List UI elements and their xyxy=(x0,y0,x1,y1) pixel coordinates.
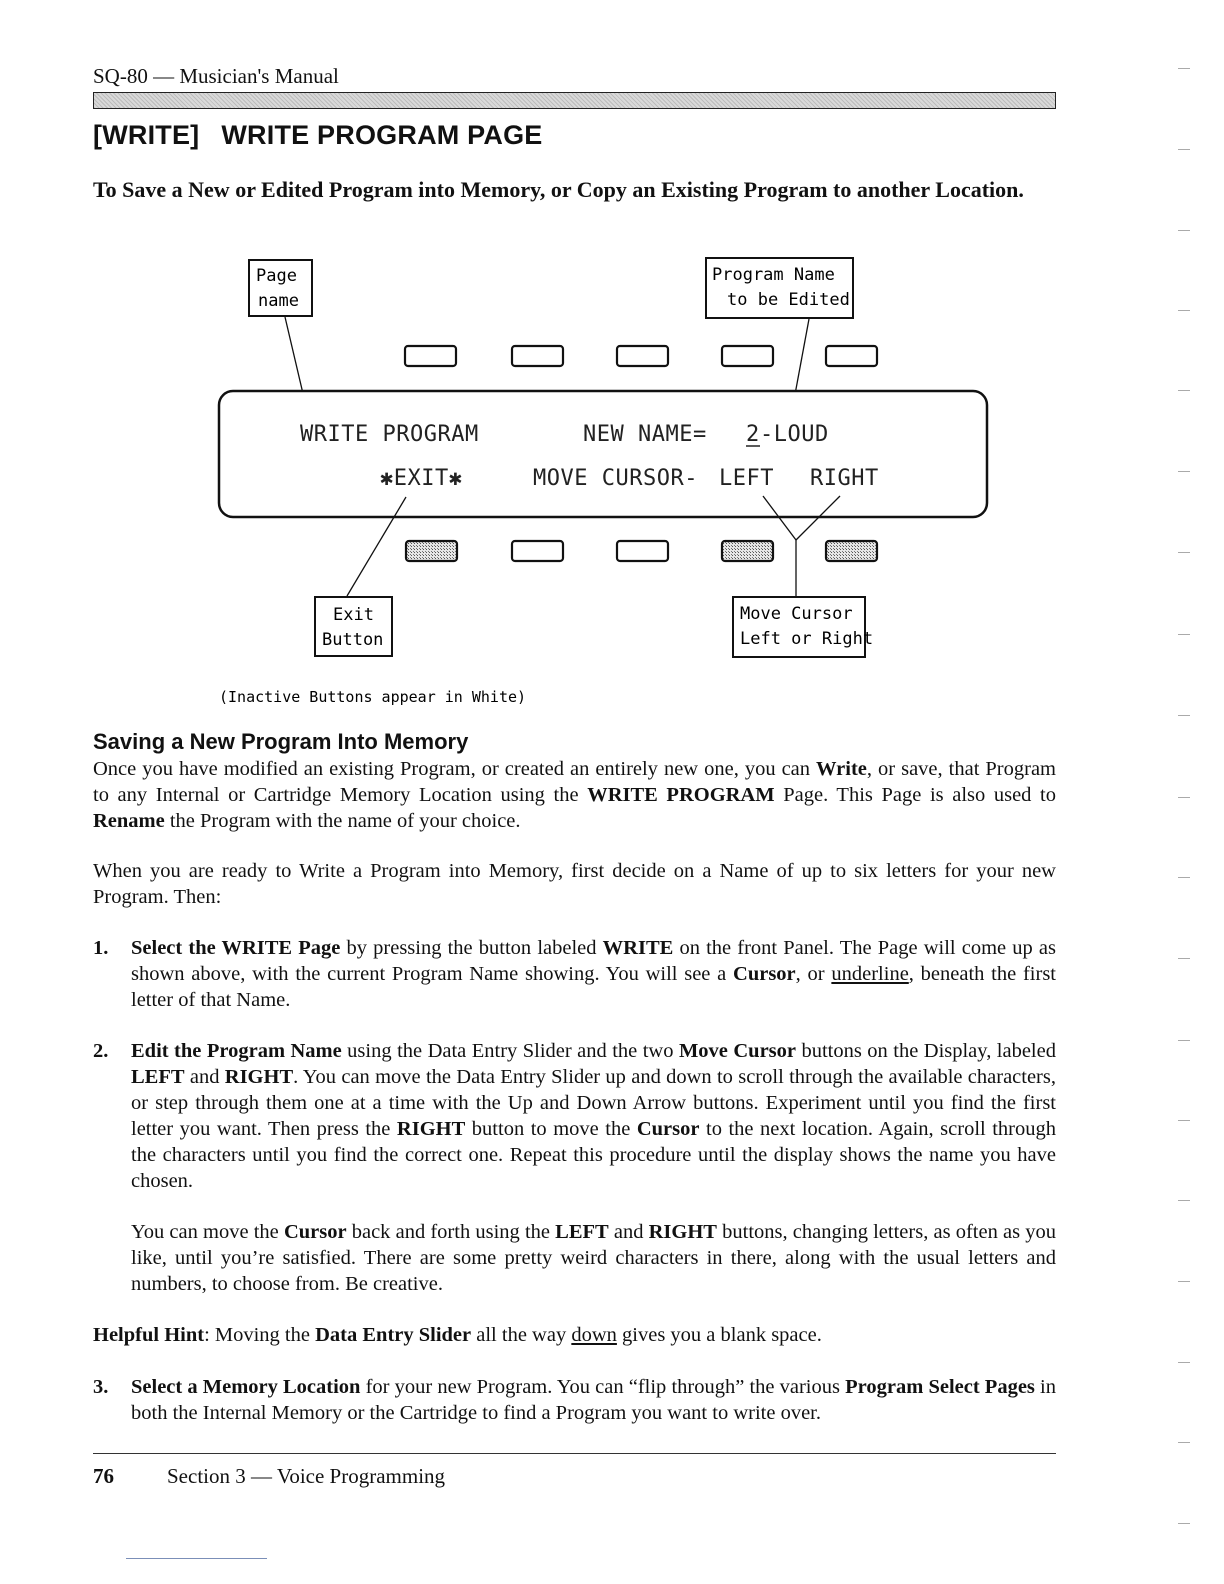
scan-edge-mark xyxy=(1178,230,1190,231)
soft-button-top-4[interactable] xyxy=(722,346,773,366)
display-exit: ✱EXIT✱ xyxy=(380,466,463,491)
display-left: LEFT xyxy=(719,466,774,491)
page-subtitle: To Save a New or Edited Program into Memory, or Copy an Existing Program to another Location. xyxy=(93,177,1024,202)
scan-edge-mark xyxy=(1178,68,1190,69)
soft-button-top-2[interactable] xyxy=(512,346,563,366)
display-move-cursor: MOVE CURSOR- xyxy=(533,466,698,491)
when-ready-paragraph: When you are ready to Write a Program into Memory, first decide on a Name of up to six letters for your new Program. Then: xyxy=(93,860,1056,908)
scan-edge-mark xyxy=(1178,634,1190,635)
scan-edge-mark xyxy=(1178,958,1190,959)
right-soft-button[interactable] xyxy=(826,541,877,561)
scan-edge-mark xyxy=(1178,149,1190,150)
scan-edge-mark xyxy=(1178,552,1190,553)
scan-edge-mark xyxy=(1178,877,1190,878)
left-soft-button[interactable] xyxy=(722,541,773,561)
callout-move-cursor xyxy=(733,496,873,657)
exit-soft-button[interactable] xyxy=(406,541,457,561)
soft-button-bottom-3[interactable] xyxy=(617,541,668,561)
soft-button-top-5[interactable] xyxy=(826,346,877,366)
scan-edge-mark xyxy=(1178,1362,1190,1363)
step-3: 3. Select a Memory Location for your new Program. You can “flip through” the various Program Select Pages in both the Internal Memory or the Cartridge to find a Program you want to write over. xyxy=(93,1376,1056,1424)
callout-cursor-line2: Left or Right xyxy=(740,629,874,649)
callout-progname-line1: Program Name xyxy=(712,265,835,285)
footer-section: Section 3 — Voice Programming xyxy=(167,1464,446,1488)
intro-paragraph: Once you have modified an existing Program, or created an entirely new one, you can Write, or save, that Program to any Internal or Cartridge Memory Location using the WRITE PROGRAM Page. This Page is also used to Rename the Program with the name of your choice. xyxy=(93,758,1056,832)
scan-edge-mark xyxy=(1178,715,1190,716)
display-write-program: WRITE PROGRAM xyxy=(300,422,479,447)
callout-cursor-line1: Move Cursor xyxy=(740,604,853,624)
soft-button-top-1[interactable] xyxy=(405,346,456,366)
scan-edge-mark xyxy=(1178,1200,1190,1201)
scan-edge-mark xyxy=(1178,1120,1190,1121)
scan-edge-mark xyxy=(1178,471,1190,472)
scan-edge-mark xyxy=(1178,1442,1190,1443)
helpful-hint: Helpful Hint: Moving the Data Entry Slider all the way down gives you a blank space. xyxy=(93,1324,822,1346)
display-name-rest: -LOUD xyxy=(760,422,829,447)
running-header: SQ-80 — Musician's Manual xyxy=(93,64,339,88)
scan-edge-mark xyxy=(1178,1523,1190,1524)
scan-edge-mark xyxy=(1178,390,1190,391)
write-page-diagram xyxy=(0,0,1224,720)
top-button-row xyxy=(405,346,877,366)
step-2: 2. Edit the Program Name using the Data Entry Slider and the two Move Cursor buttons on the Display, labeled LEFT and RIGHT. You can move the Data Entry Slider up and down to scroll through the available characters, or step through them one at a time with the Up and Down Arrow buttons. Experiment until you find the first letter you want. Then press the RIGHT button to move the Cursor to the next location. Again, scroll through the characters until you find the correct one. Repeat this procedure until the display shows the name you have chosen. xyxy=(93,1040,1057,1192)
soft-button-bottom-2[interactable] xyxy=(512,541,563,561)
callout-page-line2: name xyxy=(258,291,299,311)
callout-exit-button xyxy=(315,497,406,656)
heading-title: WRITE PROGRAM PAGE xyxy=(221,120,543,150)
section-heading: Saving a New Program Into Memory xyxy=(93,729,469,754)
callout-exit-line1: Exit xyxy=(333,605,374,625)
step-1: 1. Select the WRITE Page by pressing the button labeled WRITE on the front Panel. The Page will come up as shown above, with the current Program Name showing. You will see a Cursor, or underline, beneath the first letter of that Name. xyxy=(93,937,1057,1011)
display-new-name-label: NEW NAME= xyxy=(583,422,707,447)
display-name-cursor-char: 2 xyxy=(746,422,760,447)
scan-edge-mark xyxy=(1178,1040,1190,1041)
scan-bottom-line xyxy=(126,1558,267,1559)
callout-exit-line2: Button xyxy=(322,630,384,650)
scan-edge-mark xyxy=(1178,797,1190,798)
scan-edge-mark xyxy=(1178,310,1190,311)
bottom-button-row xyxy=(406,541,877,561)
callout-page-line1: Page xyxy=(256,266,297,286)
callout-progname-line2: to be Edited xyxy=(727,290,850,310)
soft-button-top-3[interactable] xyxy=(617,346,668,366)
step-2-continuation: You can move the Cursor back and forth using the LEFT and RIGHT buttons, changing letters, as often as you like, until you’re satisfied. There are some pretty weird characters in there, along with the usual letters and numbers, to choose from. Be creative. xyxy=(131,1221,1056,1295)
display-right: RIGHT xyxy=(810,466,879,491)
diagram-caption: (Inactive Buttons appear in White) xyxy=(219,688,527,706)
scan-edge-mark xyxy=(1178,1281,1190,1282)
footer-rule xyxy=(93,1453,1056,1454)
page-number: 76 xyxy=(93,1464,114,1488)
heading-tag: [WRITE] xyxy=(93,120,200,150)
lcd-display xyxy=(219,391,987,517)
